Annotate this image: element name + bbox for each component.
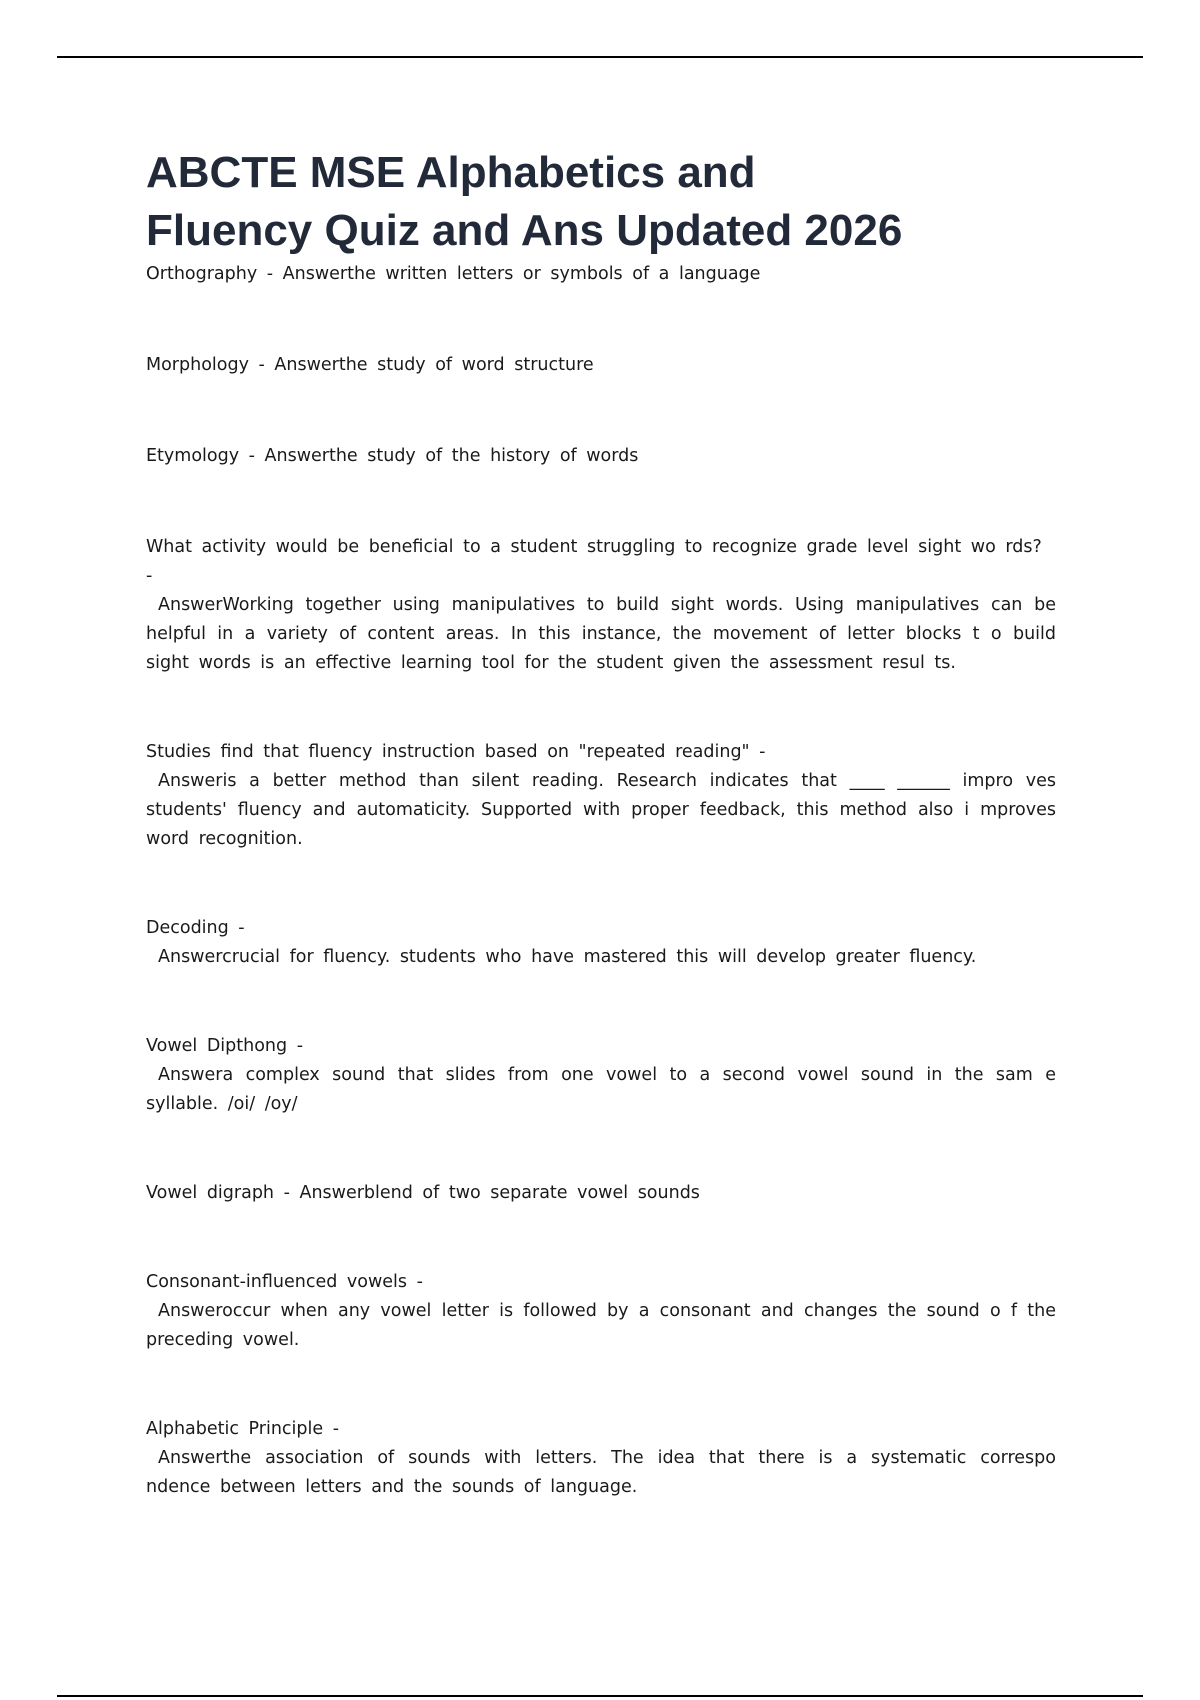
qa-entry-alphabetic-principle bbox=[146, 1415, 1056, 1502]
entry-answer: Answerthe study of word structure bbox=[274, 355, 594, 375]
entry-answer: Answeroccur when any vowel letter is followed by a consonant and changes the sound o f the preceding vowel. bbox=[146, 1301, 1056, 1350]
qa-entry-morphology bbox=[146, 351, 1056, 380]
document-title bbox=[146, 144, 1056, 260]
entry-term: Studies find that fluency instruction based on "repeated reading" - bbox=[146, 742, 766, 762]
entry-term: Consonant-influenced vowels - bbox=[146, 1272, 423, 1292]
entry-answer: Answerthe association of sounds with letters. The idea that there is a systematic correspo ndence between letters and the sounds of language. bbox=[146, 1448, 1056, 1497]
entry-answer: Answerblend of two separate vowel sounds bbox=[299, 1183, 700, 1203]
qa-entry-etymology bbox=[146, 442, 1056, 471]
entry-answer: AnswerWorking together using manipulatives to build sight words. Using manipulatives can be helpful in a variety of content areas. In this instance, the movement of letter blocks t o build sight words is an effective learning tool for the student given the assessment resul ts. bbox=[146, 595, 1056, 673]
entry-answer: Answera complex sound that slides from one vowel to a second vowel sound in the sam e syllable. /oi/ /oy/ bbox=[146, 1065, 1056, 1114]
top-rule bbox=[57, 56, 1143, 58]
entry-answer: Answerthe written letters or symbols of a language bbox=[282, 264, 761, 284]
bottom-rule bbox=[57, 1695, 1143, 1697]
entry-term: Orthography - bbox=[146, 264, 283, 284]
qa-entry-vowel-digraph bbox=[146, 1179, 1056, 1208]
title-line-1: ABCTE MSE Alphabetics and bbox=[146, 148, 756, 197]
qa-entry-vowel-dipthong bbox=[146, 1032, 1056, 1119]
entry-term: Etymology - bbox=[146, 446, 265, 466]
qa-entry-decoding bbox=[146, 914, 1056, 972]
title-line-2: Fluency Quiz and Ans Updated 2026 bbox=[146, 206, 903, 255]
entry-term: Vowel digraph - bbox=[146, 1183, 300, 1203]
qa-entry-repeated-reading bbox=[146, 738, 1056, 854]
qa-entry-sight-words bbox=[146, 533, 1056, 678]
entry-term: Alphabetic Principle - bbox=[146, 1419, 340, 1439]
entry-term: Vowel Dipthong - bbox=[146, 1036, 304, 1056]
entry-answer: Answeris a better method than silent reading. Research indicates that ____ ______ impro ves students' fluency and automaticity. Supported with proper feedback, this method also i mproves word recognition. bbox=[146, 771, 1056, 849]
document-body bbox=[146, 144, 1056, 1502]
entry-answer: Answercrucial for fluency. students who have mastered this will develop greater fluency. bbox=[158, 947, 977, 967]
entry-term: Morphology - bbox=[146, 355, 275, 375]
entry-term: What activity would be beneficial to a student struggling to recognize grade level sight wo rds? - bbox=[146, 537, 1042, 586]
qa-entry-consonant-influenced-vowels bbox=[146, 1268, 1056, 1355]
entry-answer: Answerthe study of the history of words bbox=[264, 446, 639, 466]
qa-entry-orthography bbox=[146, 260, 1056, 289]
entry-term: Decoding - bbox=[146, 918, 245, 938]
